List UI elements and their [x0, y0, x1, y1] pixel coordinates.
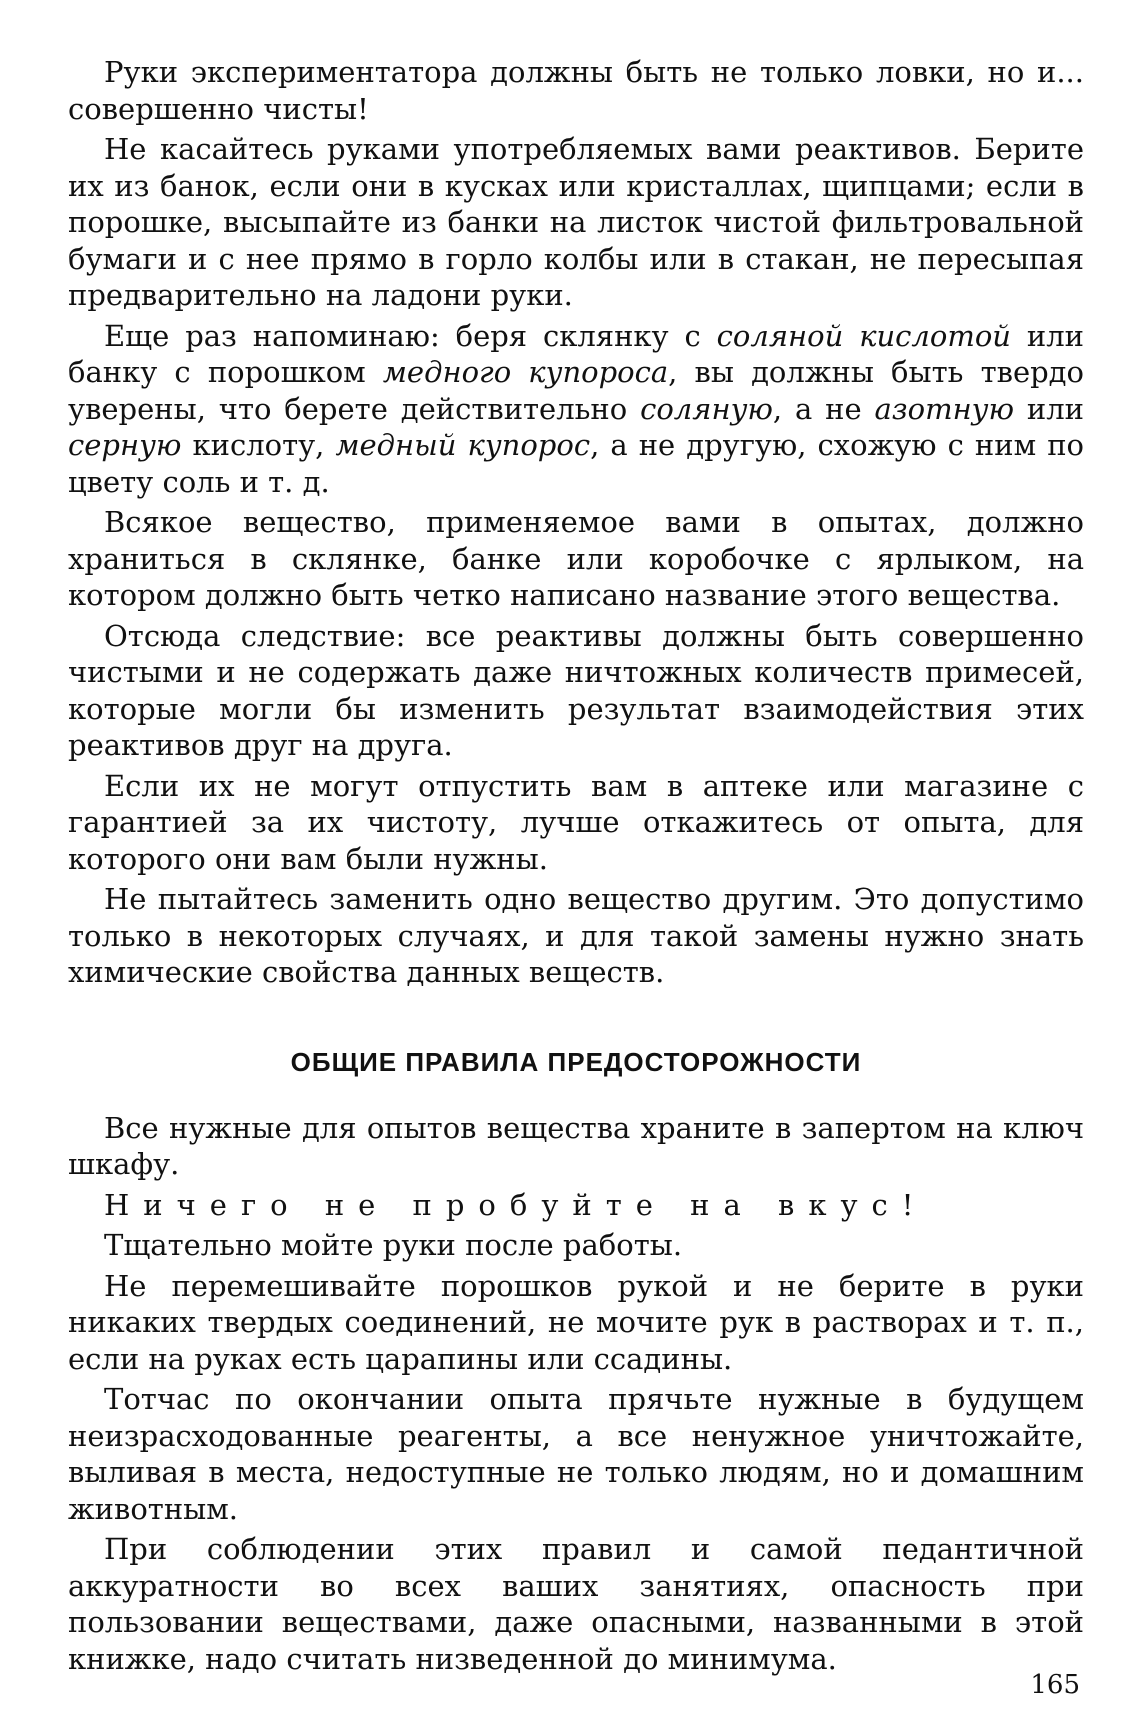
paragraph-clean-hands: Руки экспериментатора должны быть не только ловки, но и... совершенно чисты!: [68, 55, 1084, 126]
paragraph-wash-hands: Тщательно мойте руки после работы.: [104, 1228, 683, 1262]
italic-term: серную: [68, 428, 182, 462]
paragraph-conclusion: При соблюдении этих правил и самой педантичной аккуратности во всех ваших занятиях, опасность при пользовании веществами, даже опасными, названными в этой книжке, надо считать низведенной до минимума.: [68, 1532, 1084, 1676]
page-number: 165: [1030, 1670, 1080, 1700]
paragraph-verify-reagent: Еще раз напоминаю: беря склянку с соляной кислотой или банку с порошком медного купороса, вы должны быть твердо уверены, что берете действительно соляную, а не азотную или серную кислоту, медный купорос, а не другую, схожую с ним по цвету соль и т. д.: [68, 318, 1084, 499]
paragraph-no-tasting: Ничего не пробуйте на вкус!: [104, 1187, 928, 1222]
section-safety-rules: [68, 1110, 1084, 1678]
paragraph-storage: Все нужные для опытов вещества храните в запертом на ключ шкафу.: [68, 1110, 1084, 1181]
italic-term: медный купорос: [335, 428, 591, 462]
italic-term: медного купороса: [382, 355, 669, 389]
paragraph-handling-reagents: Не касайтесь руками употребляемых вами реактивов. Берите их из банок, если они в кусках или кристаллах, щипцами; если в порошке, высыпайте из банки на листок чистой фильтровальной бумаги и с нее прямо в горло колбы или в стакан, не пересыпая предварительно на ладони руки.: [68, 132, 1084, 312]
page-body: [68, 54, 1084, 1681]
italic-term: азотную: [874, 391, 1015, 426]
paragraph-purity: Отсюда следствие: все реактивы должны быть совершенно чистыми и не содержать даже ничтожных количеств примесей, которые могли бы изменить результат взаимодействия этих реактивов друг на друга.: [68, 618, 1084, 762]
paragraph-labels: Всякое вещество, применяемое вами в опытах, должно храниться в склянке, банке или коробочке с ярлыком, на котором должно быть четко написано название этого вещества.: [68, 505, 1084, 612]
paragraph-cleanup: Тотчас по окончании опыта прячьте нужные в будущем неизрасходованные реагенты, а все ненужное уничтожайте, выливая в места, недоступные не только людям, но и домашним животным.: [68, 1382, 1084, 1526]
section-heading: ОБЩИЕ ПРАВИЛА ПРЕДОСТОРОЖНОСТИ: [290, 1046, 862, 1077]
section-intro: [68, 54, 1084, 991]
paragraph-no-mixing-by-hand: Не перемешивайте порошков рукой и не берите в руки никаких твердых соединений, не мочите рук в растворах и т. п., если на руках есть царапины или ссадины.: [68, 1268, 1084, 1376]
italic-term: соляную: [640, 391, 773, 426]
italic-term: соляной кислотой: [716, 318, 1011, 353]
paragraph-pharmacy: Если их не могут отпустить вам в аптеке или магазине с гарантией за их чистоту, лучше откажитесь от опыта, для которого они вам были нужны.: [68, 768, 1084, 876]
paragraph-substitution: Не пытайтесь заменить одно вещество другим. Это допустимо только в некоторых случаях, и для такой замены нужно знать химические свойства данных веществ.: [68, 882, 1084, 989]
